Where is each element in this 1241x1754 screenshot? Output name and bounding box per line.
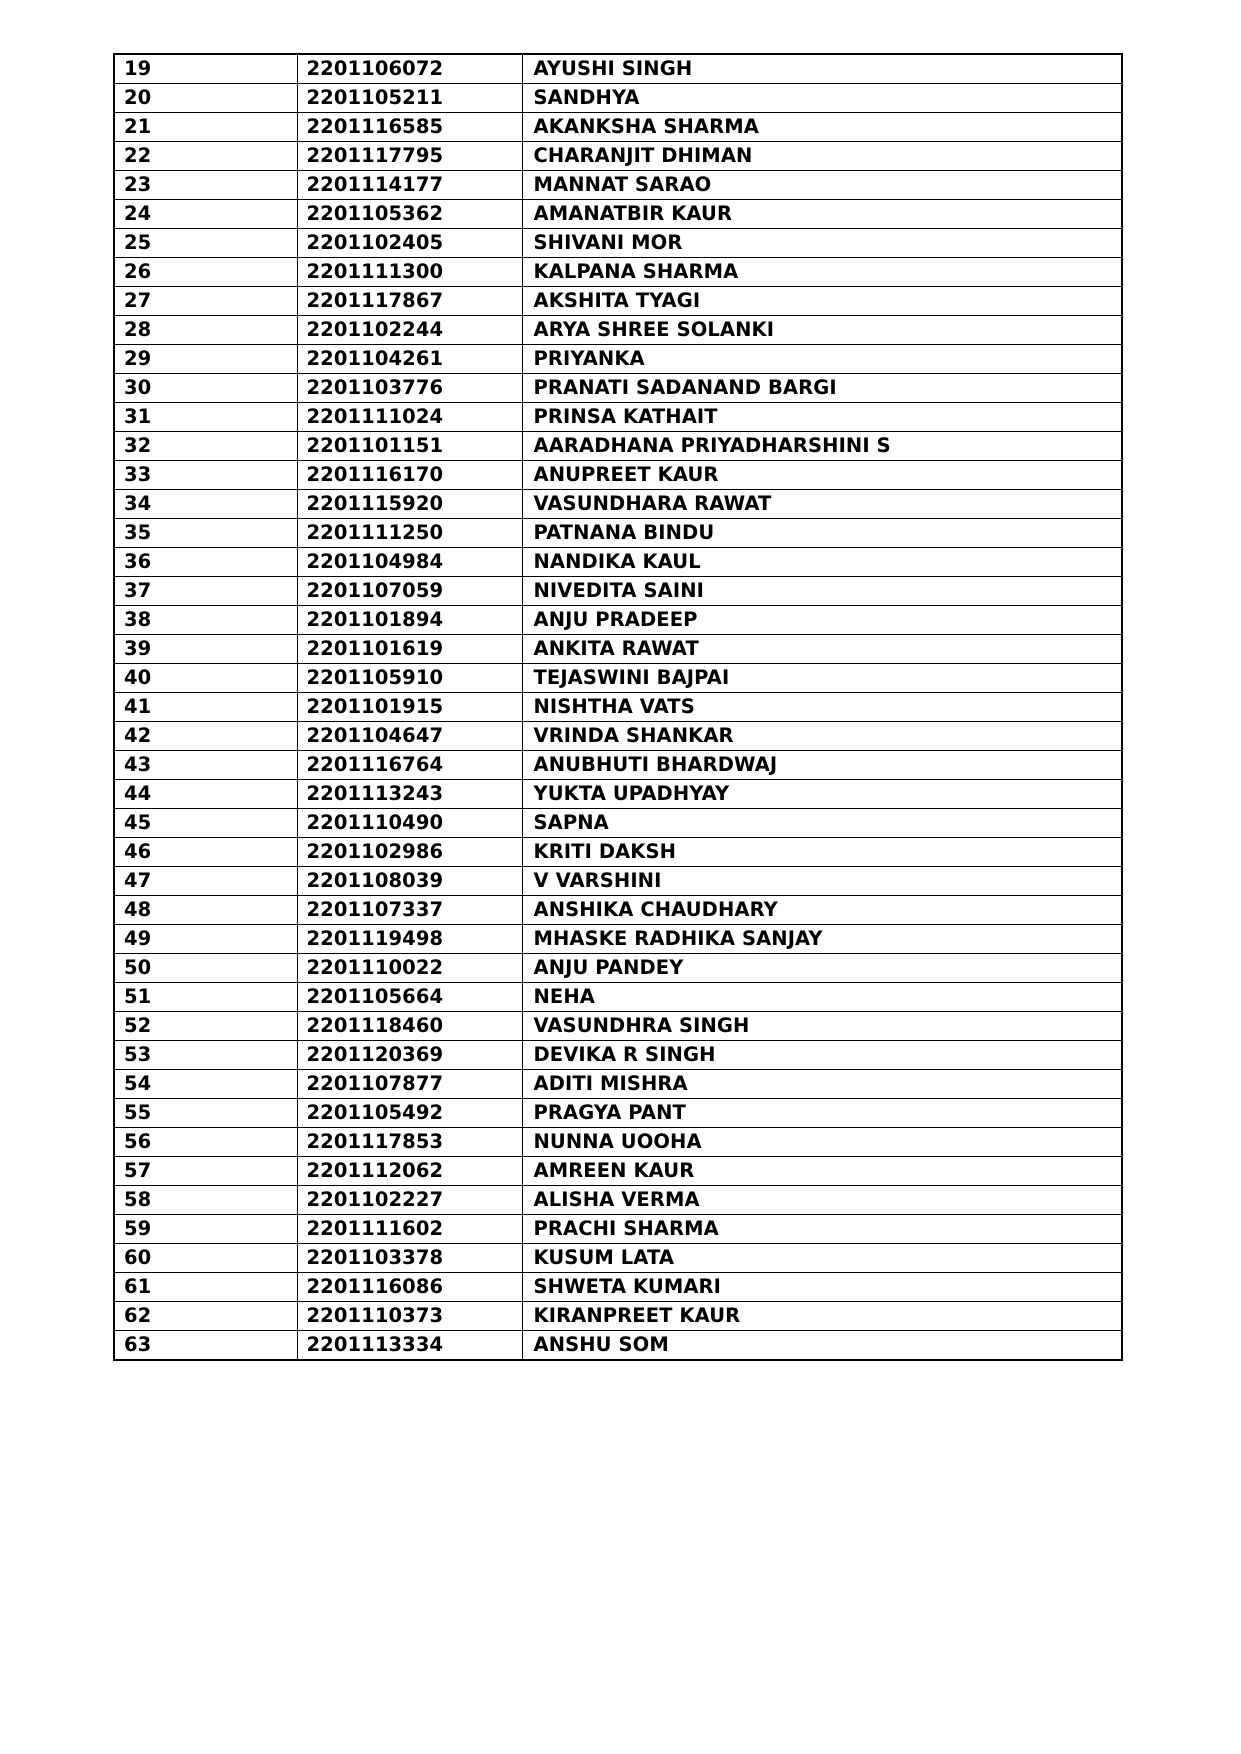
cell-serial-number: 57: [114, 1157, 297, 1186]
table-row: [114, 983, 1122, 1012]
cell-serial-number: 21: [114, 113, 297, 142]
cell-roll-number: 2201107877: [297, 1070, 522, 1099]
cell-candidate-name: V VARSHINI: [522, 867, 1122, 896]
table-row: [114, 54, 1122, 84]
cell-candidate-name: TEJASWINI BAJPAI: [522, 664, 1122, 693]
cell-serial-number: 44: [114, 780, 297, 809]
cell-roll-number: 2201106072: [297, 54, 522, 84]
table-row: [114, 693, 1122, 722]
table-row: [114, 1244, 1122, 1273]
cell-roll-number: 2201103378: [297, 1244, 522, 1273]
cell-candidate-name: AKSHITA TYAGI: [522, 287, 1122, 316]
table-row: [114, 1041, 1122, 1070]
cell-serial-number: 26: [114, 258, 297, 287]
table-row: [114, 954, 1122, 983]
cell-roll-number: 2201108039: [297, 867, 522, 896]
table-row: [114, 374, 1122, 403]
cell-candidate-name: MHASKE RADHIKA SANJAY: [522, 925, 1122, 954]
cell-candidate-name: KRITI DAKSH: [522, 838, 1122, 867]
cell-roll-number: 2201111250: [297, 519, 522, 548]
cell-candidate-name: AARADHANA PRIYADHARSHINI S: [522, 432, 1122, 461]
table-row: [114, 461, 1122, 490]
cell-candidate-name: MANNAT SARAO: [522, 171, 1122, 200]
cell-roll-number: 2201105664: [297, 983, 522, 1012]
cell-roll-number: 2201102405: [297, 229, 522, 258]
cell-serial-number: 35: [114, 519, 297, 548]
cell-serial-number: 56: [114, 1128, 297, 1157]
cell-serial-number: 36: [114, 548, 297, 577]
cell-serial-number: 60: [114, 1244, 297, 1273]
cell-roll-number: 2201102227: [297, 1186, 522, 1215]
cell-serial-number: 62: [114, 1302, 297, 1331]
cell-candidate-name: SAPNA: [522, 809, 1122, 838]
cell-roll-number: 2201104261: [297, 345, 522, 374]
cell-candidate-name: AMREEN KAUR: [522, 1157, 1122, 1186]
cell-roll-number: 2201103776: [297, 374, 522, 403]
table-row: [114, 925, 1122, 954]
cell-candidate-name: NANDIKA KAUL: [522, 548, 1122, 577]
cell-serial-number: 53: [114, 1041, 297, 1070]
cell-candidate-name: KIRANPREET KAUR: [522, 1302, 1122, 1331]
table-row: [114, 577, 1122, 606]
cell-serial-number: 22: [114, 142, 297, 171]
cell-candidate-name: ALISHA VERMA: [522, 1186, 1122, 1215]
cell-serial-number: 23: [114, 171, 297, 200]
cell-candidate-name: SANDHYA: [522, 84, 1122, 113]
table-row: [114, 287, 1122, 316]
cell-roll-number: 2201116170: [297, 461, 522, 490]
cell-candidate-name: AMANATBIR KAUR: [522, 200, 1122, 229]
cell-roll-number: 2201105492: [297, 1099, 522, 1128]
cell-roll-number: 2201104984: [297, 548, 522, 577]
cell-candidate-name: VRINDA SHANKAR: [522, 722, 1122, 751]
cell-roll-number: 2201104647: [297, 722, 522, 751]
cell-serial-number: 58: [114, 1186, 297, 1215]
table-row: [114, 113, 1122, 142]
cell-serial-number: 39: [114, 635, 297, 664]
cell-roll-number: 2201116086: [297, 1273, 522, 1302]
cell-candidate-name: ANKITA RAWAT: [522, 635, 1122, 664]
cell-candidate-name: PRANATI SADANAND BARGI: [522, 374, 1122, 403]
cell-roll-number: 2201117867: [297, 287, 522, 316]
cell-candidate-name: KALPANA SHARMA: [522, 258, 1122, 287]
cell-serial-number: 61: [114, 1273, 297, 1302]
cell-roll-number: 2201111300: [297, 258, 522, 287]
table-row: [114, 229, 1122, 258]
cell-roll-number: 2201117795: [297, 142, 522, 171]
table-row: [114, 780, 1122, 809]
table-row: [114, 867, 1122, 896]
cell-roll-number: 2201105211: [297, 84, 522, 113]
cell-candidate-name: ARYA SHREE SOLANKI: [522, 316, 1122, 345]
cell-serial-number: 45: [114, 809, 297, 838]
table-row: [114, 142, 1122, 171]
roster-table-body: [114, 54, 1122, 1360]
table-row: [114, 809, 1122, 838]
cell-roll-number: 2201116585: [297, 113, 522, 142]
cell-serial-number: 48: [114, 896, 297, 925]
cell-candidate-name: ANUBHUTI BHARDWAJ: [522, 751, 1122, 780]
table-row: [114, 200, 1122, 229]
table-row: [114, 490, 1122, 519]
cell-serial-number: 20: [114, 84, 297, 113]
cell-serial-number: 43: [114, 751, 297, 780]
cell-serial-number: 47: [114, 867, 297, 896]
roster-table-container: [113, 53, 1121, 1361]
cell-roll-number: 2201105362: [297, 200, 522, 229]
table-row: [114, 432, 1122, 461]
cell-serial-number: 29: [114, 345, 297, 374]
cell-candidate-name: NEHA: [522, 983, 1122, 1012]
cell-serial-number: 34: [114, 490, 297, 519]
table-row: [114, 606, 1122, 635]
cell-candidate-name: ANJU PRADEEP: [522, 606, 1122, 635]
cell-serial-number: 42: [114, 722, 297, 751]
cell-candidate-name: PRAGYA PANT: [522, 1099, 1122, 1128]
cell-candidate-name: ANUPREET KAUR: [522, 461, 1122, 490]
table-row: [114, 258, 1122, 287]
cell-roll-number: 2201114177: [297, 171, 522, 200]
cell-candidate-name: NISHTHA VATS: [522, 693, 1122, 722]
cell-candidate-name: ANSHU SOM: [522, 1331, 1122, 1361]
cell-candidate-name: SHIVANI MOR: [522, 229, 1122, 258]
table-row: [114, 1128, 1122, 1157]
table-row: [114, 896, 1122, 925]
candidate-roster-table: [113, 53, 1123, 1361]
cell-candidate-name: KUSUM LATA: [522, 1244, 1122, 1273]
cell-candidate-name: CHARANJIT DHIMAN: [522, 142, 1122, 171]
cell-roll-number: 2201116764: [297, 751, 522, 780]
cell-roll-number: 2201115920: [297, 490, 522, 519]
table-row: [114, 84, 1122, 113]
cell-roll-number: 2201112062: [297, 1157, 522, 1186]
cell-serial-number: 30: [114, 374, 297, 403]
cell-candidate-name: VASUNDHRA SINGH: [522, 1012, 1122, 1041]
cell-serial-number: 51: [114, 983, 297, 1012]
cell-serial-number: 54: [114, 1070, 297, 1099]
table-row: [114, 751, 1122, 780]
table-row: [114, 403, 1122, 432]
cell-roll-number: 2201110490: [297, 809, 522, 838]
cell-serial-number: 63: [114, 1331, 297, 1361]
cell-serial-number: 38: [114, 606, 297, 635]
cell-roll-number: 2201110022: [297, 954, 522, 983]
cell-serial-number: 49: [114, 925, 297, 954]
table-row: [114, 664, 1122, 693]
cell-roll-number: 2201113243: [297, 780, 522, 809]
cell-serial-number: 55: [114, 1099, 297, 1128]
cell-roll-number: 2201101619: [297, 635, 522, 664]
cell-candidate-name: ADITI MISHRA: [522, 1070, 1122, 1099]
cell-roll-number: 2201101151: [297, 432, 522, 461]
cell-serial-number: 19: [114, 54, 297, 84]
cell-candidate-name: NUNNA UOOHA: [522, 1128, 1122, 1157]
cell-roll-number: 2201107337: [297, 896, 522, 925]
cell-serial-number: 32: [114, 432, 297, 461]
table-row: [114, 1302, 1122, 1331]
table-row: [114, 1215, 1122, 1244]
cell-roll-number: 2201110373: [297, 1302, 522, 1331]
cell-serial-number: 25: [114, 229, 297, 258]
cell-serial-number: 52: [114, 1012, 297, 1041]
cell-candidate-name: DEVIKA R SINGH: [522, 1041, 1122, 1070]
cell-serial-number: 40: [114, 664, 297, 693]
cell-serial-number: 50: [114, 954, 297, 983]
cell-candidate-name: AKANKSHA SHARMA: [522, 113, 1122, 142]
cell-roll-number: 2201102986: [297, 838, 522, 867]
cell-candidate-name: PATNANA BINDU: [522, 519, 1122, 548]
table-row: [114, 548, 1122, 577]
cell-candidate-name: SHWETA KUMARI: [522, 1273, 1122, 1302]
cell-serial-number: 33: [114, 461, 297, 490]
cell-serial-number: 46: [114, 838, 297, 867]
cell-serial-number: 37: [114, 577, 297, 606]
cell-roll-number: 2201107059: [297, 577, 522, 606]
cell-roll-number: 2201101915: [297, 693, 522, 722]
cell-roll-number: 2201113334: [297, 1331, 522, 1361]
cell-roll-number: 2201102244: [297, 316, 522, 345]
cell-candidate-name: ANSHIKA CHAUDHARY: [522, 896, 1122, 925]
cell-candidate-name: PRACHI SHARMA: [522, 1215, 1122, 1244]
table-row: [114, 1070, 1122, 1099]
table-row: [114, 838, 1122, 867]
table-row: [114, 1186, 1122, 1215]
cell-candidate-name: PRIYANKA: [522, 345, 1122, 374]
table-row: [114, 345, 1122, 374]
cell-serial-number: 28: [114, 316, 297, 345]
cell-candidate-name: ANJU PANDEY: [522, 954, 1122, 983]
cell-serial-number: 41: [114, 693, 297, 722]
cell-candidate-name: AYUSHI SINGH: [522, 54, 1122, 84]
table-row: [114, 1099, 1122, 1128]
cell-serial-number: 27: [114, 287, 297, 316]
cell-serial-number: 24: [114, 200, 297, 229]
cell-roll-number: 2201105910: [297, 664, 522, 693]
cell-roll-number: 2201117853: [297, 1128, 522, 1157]
cell-candidate-name: VASUNDHARA RAWAT: [522, 490, 1122, 519]
cell-candidate-name: PRINSA KATHAIT: [522, 403, 1122, 432]
table-row: [114, 171, 1122, 200]
table-row: [114, 635, 1122, 664]
cell-roll-number: 2201119498: [297, 925, 522, 954]
table-row: [114, 722, 1122, 751]
cell-serial-number: 31: [114, 403, 297, 432]
table-row: [114, 519, 1122, 548]
cell-roll-number: 2201120369: [297, 1041, 522, 1070]
cell-serial-number: 59: [114, 1215, 297, 1244]
cell-roll-number: 2201111602: [297, 1215, 522, 1244]
cell-roll-number: 2201101894: [297, 606, 522, 635]
table-row: [114, 1331, 1122, 1361]
cell-candidate-name: NIVEDITA SAINI: [522, 577, 1122, 606]
table-row: [114, 1012, 1122, 1041]
table-row: [114, 316, 1122, 345]
cell-roll-number: 2201118460: [297, 1012, 522, 1041]
cell-roll-number: 2201111024: [297, 403, 522, 432]
cell-candidate-name: YUKTA UPADHYAY: [522, 780, 1122, 809]
table-row: [114, 1273, 1122, 1302]
table-row: [114, 1157, 1122, 1186]
